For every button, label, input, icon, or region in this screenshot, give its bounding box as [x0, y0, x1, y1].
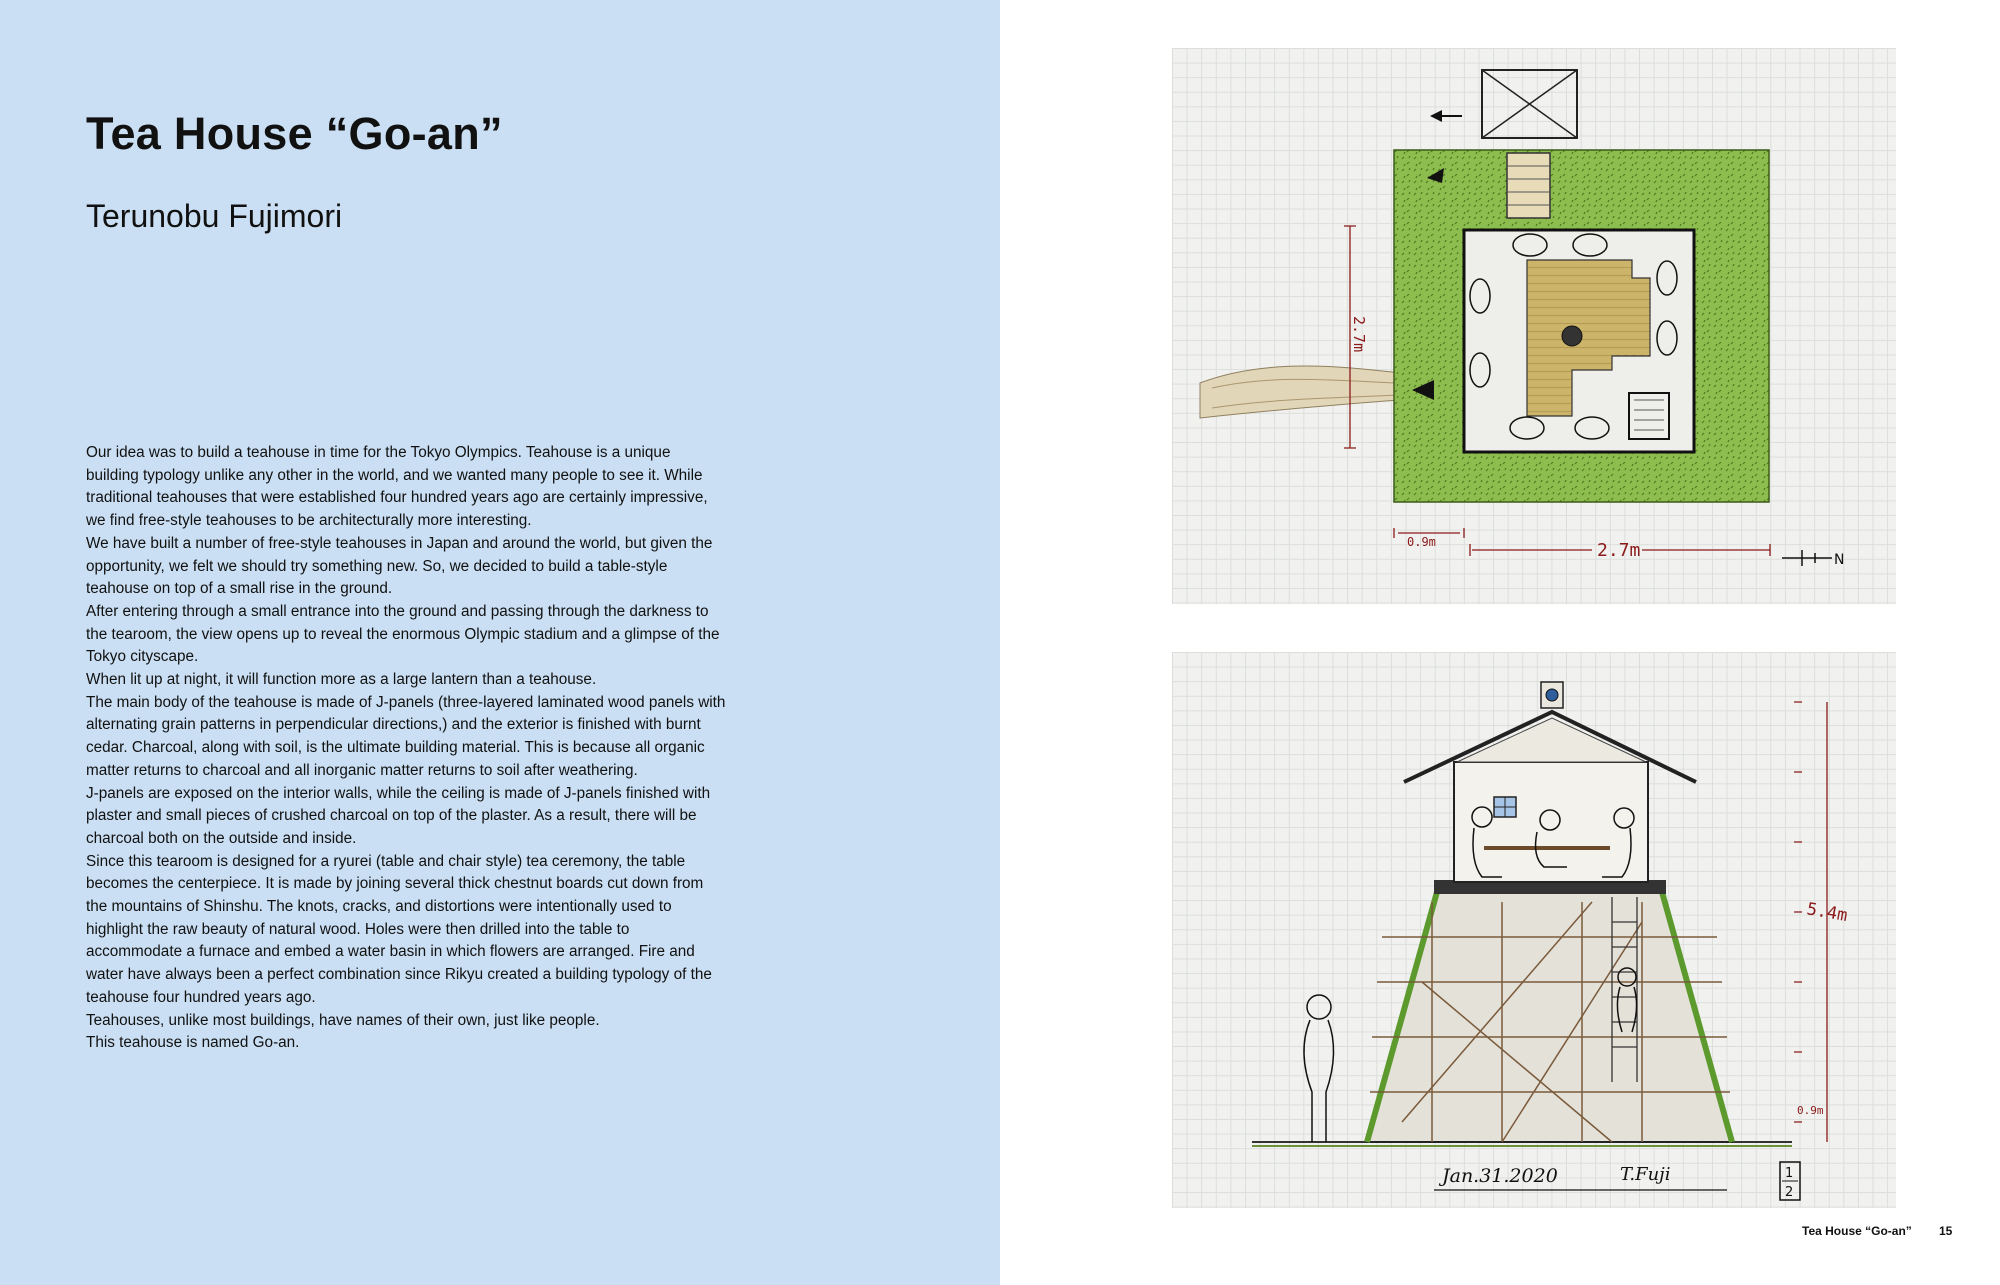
section-sketch — [1172, 652, 1896, 1208]
section-drawing — [1172, 652, 1896, 1208]
sketch-signature: T.Fuji — [1620, 1164, 1671, 1185]
sketch-date: Jan.31.2020 — [1442, 1165, 1558, 1187]
plan-height-dimension: 2.7m — [1350, 316, 1368, 353]
plan-drawing — [1172, 48, 1896, 604]
article-title: Tea House “Go-an” — [86, 108, 503, 159]
plan-sketch — [1172, 48, 1896, 604]
body-paragraph: After entering through a small entrance into the ground and passing through the darkness to the tearoom, the view opens up to reveal the enormous Olympic stadium and a glimpse of the Tokyo cityscape. — [86, 602, 720, 666]
plan-left-dimension: 0.9m — [1407, 535, 1436, 549]
running-title: Tea House “Go-an” — [1802, 1224, 1912, 1238]
body-paragraph: J-panels are exposed on the interior walls, while the ceiling is made of J-panels finished with plaster and small pieces of crushed charcoal on top of the plaster. As a result, there will be charcoal both on the outside and inside. — [86, 784, 711, 847]
sheet-total: 2 — [1785, 1185, 1794, 1200]
sheet-number: 1 — [1785, 1166, 1794, 1181]
body-paragraph: Since this tearoom is designed for a ryurei (table and chair style) tea ceremony, the table becomes the centerpiece. It is made by joining several thick chestnut boards cut down from the mountains of Shinshu. The knots, cracks, and distortions were intentionally used to highlight the raw beauty of natural wood. Holes were then drilled into the table to accommodate a furnace and embed a water basin in which flowers are arranged. Fire and water have always been a perfect combination since Rikyu created a building typology of the teahouse four hundred years ago. — [86, 852, 712, 1006]
body-paragraph: The main body of the teahouse is made of J-panels (three-layered laminated wood panels with alternating grain patterns in perpendicular directions,) and the exterior is finished with burnt cedar. Charcoal, along with soil, is the ultimate building material. This is because all organic matter returns to charcoal and all inorganic matter returns to soil after weathering. — [86, 693, 726, 779]
body-paragraph: When lit up at night, it will function more as a large lantern than a teahouse. — [86, 671, 597, 689]
body-paragraph: We have built a number of free-style teahouses in Japan and around the world, but given the opportunity, we felt we should try something new. So, we decided to build a table-style teahouse on top of a small rise in the ground. — [86, 534, 713, 598]
north-label: N — [1834, 552, 1845, 568]
article-body — [86, 442, 726, 1055]
page-number: 15 — [1939, 1224, 1953, 1238]
body-paragraph: Teahouses, unlike most buildings, have names of their own, just like people. — [86, 1011, 600, 1029]
right-page — [1000, 0, 2000, 1285]
plan-width-dimension: 2.7m — [1597, 540, 1641, 561]
body-paragraph: Our idea was to build a teahouse in time for the Tokyo Olympics. Teahouse is a unique building typology unlike any other in the world, and we wanted many people to see it. While traditional teahouses that were established four hundred years ago are certainly impressive, we find free-style teahouses to be architecturally more interesting. — [86, 444, 708, 530]
section-height-dimension: 5.4m — [1805, 899, 1849, 927]
body-paragraph: This teahouse is named Go-an. — [86, 1034, 300, 1052]
section-base-dimension: 0.9m — [1797, 1104, 1824, 1117]
north-arrow-icon — [1782, 550, 1832, 566]
article-author: Terunobu Fujimori — [86, 198, 343, 234]
